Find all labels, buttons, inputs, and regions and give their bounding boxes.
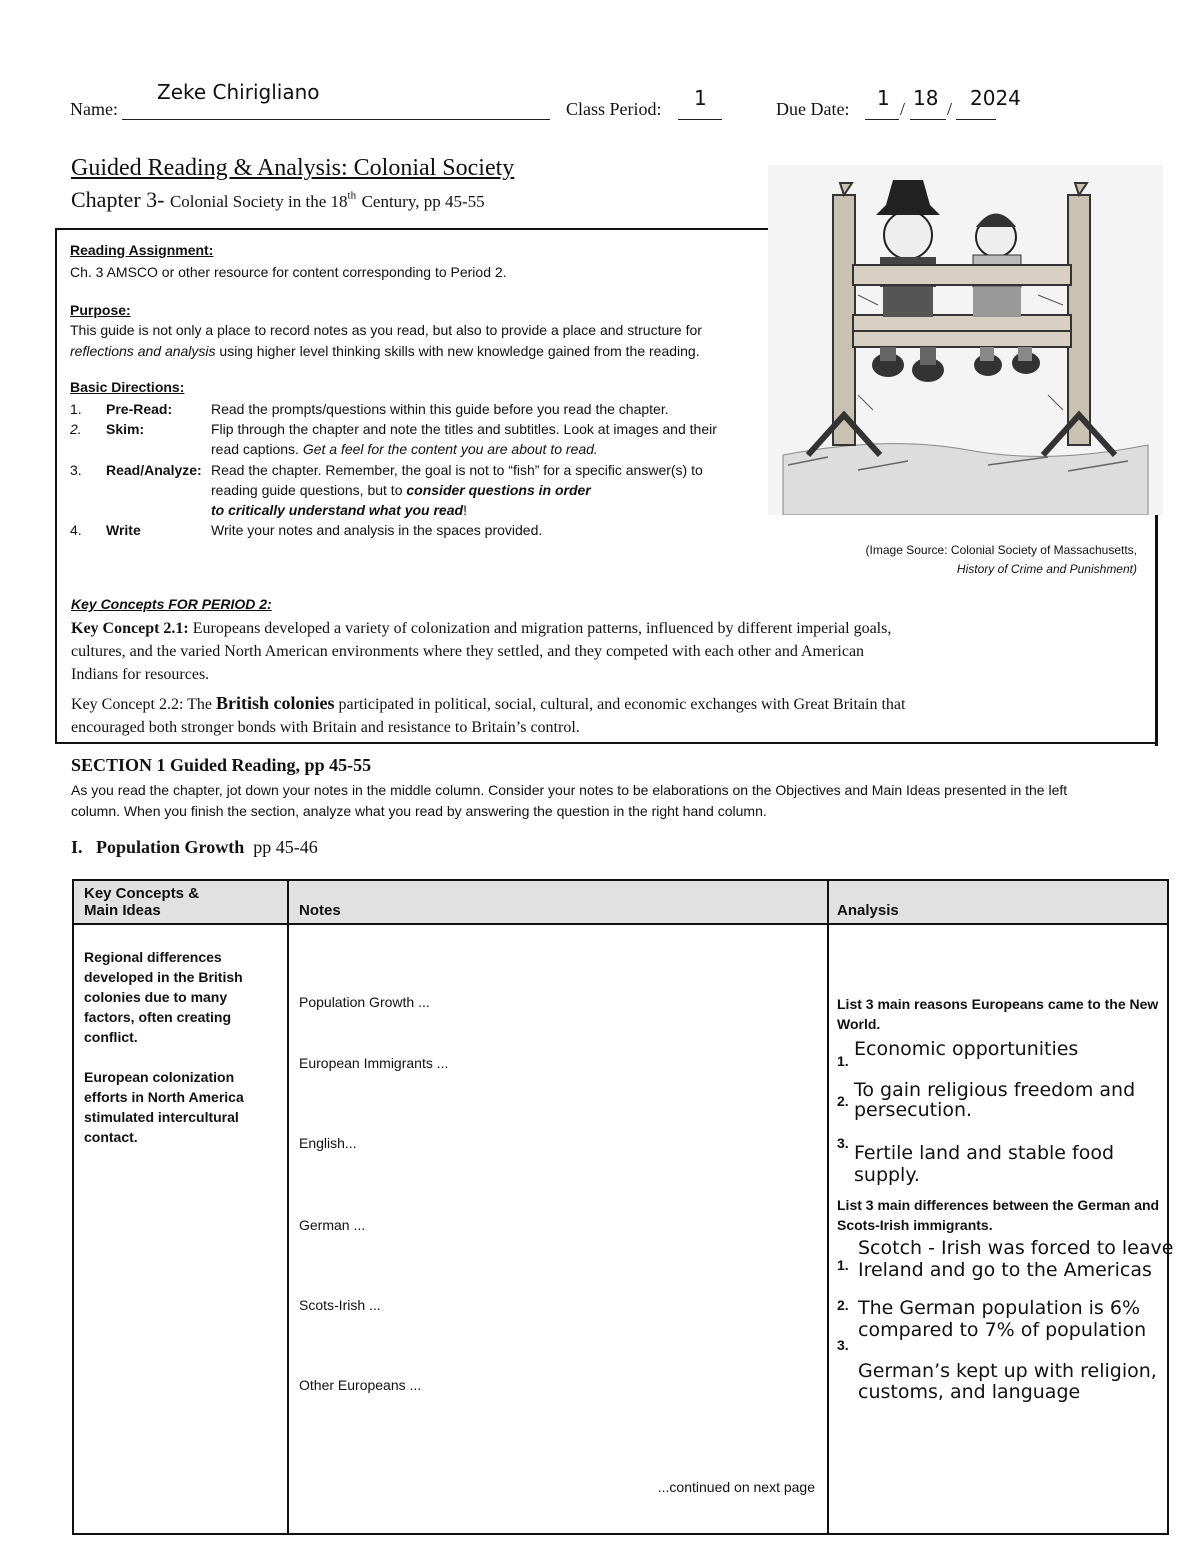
header-main-ideas: Key Concepts & Main Ideas (73, 880, 288, 924)
reading-assignment-text: Ch. 3 AMSCO or other resource for content corresponding to Period 2. (70, 264, 507, 280)
main-ideas-cell (73, 924, 288, 1534)
chapter-title: Chapter 3- Colonial Society in the 18th Century, pp 45-55 (71, 187, 485, 212)
direction-term: Write (106, 522, 141, 538)
answer-num: 2. (837, 1093, 849, 1109)
topic-heading: I. Population Growth pp 45-46 (71, 837, 318, 857)
due-month-value: 1 (877, 86, 890, 110)
section-1-heading: SECTION 1 Guided Reading, pp 45-55 (71, 755, 372, 775)
direction-text: Write your notes and analysis in the spaces provided. (211, 522, 543, 538)
direction-text-3: to critically understand what you read! (211, 502, 467, 518)
notes-table (72, 879, 1174, 1535)
main-idea: Regional differences developed in the British colonies due to many factors, often creating conflict. (84, 949, 243, 1045)
name-value: Zeke Chirigliano (157, 80, 320, 104)
image-source-caption: (Image Source: Colonial Society of Massachusetts, History of Crime and Punishment) (865, 543, 1137, 576)
note-prompt: European Immigrants ... (299, 1055, 449, 1071)
header-analysis: Analysis (828, 880, 1168, 924)
answer-num: 2. (837, 1297, 849, 1313)
direction-text-2: read captions. Get a feel for the content you are about to read. (211, 441, 598, 457)
direction-num: 4. (70, 522, 82, 538)
purpose-heading: Purpose: (70, 302, 131, 318)
direction-num: 3. (70, 462, 82, 478)
key-concepts-heading: Key Concepts FOR PERIOD 2: (71, 596, 272, 612)
question-1: List 3 main reasons Europeans came to the New World. (837, 996, 1159, 1032)
direction-num: 2. (70, 421, 82, 437)
due-date-label: Due Date: (776, 99, 850, 119)
reading-assignment-heading: Reading Assignment: (70, 242, 214, 258)
analysis-cell[interactable] (828, 924, 1174, 1534)
direction-term: Read/Analyze: (106, 462, 202, 478)
key-concept-2-1: Key Concept 2.1: Europeans developed a variety of colonization and migration patterns, influenced by different imperial goals, cultures, and the varied North American environments where they settled, and they competed with each other and American Indians for resources. (71, 620, 892, 683)
answer-num: 3. (837, 1135, 849, 1151)
page-title: Guided Reading & Analysis: Colonial Society (71, 155, 515, 181)
key-concept-2-2: Key Concept 2.2: The British colonies participated in political, social, cultural, and economic exchanges with Great Britain that encouraged both stronger bonds with Britain and resistance to Britain’s control. (71, 693, 906, 736)
answer-2-2[interactable]: The German population is 6% compared to 7% of population (858, 1297, 1147, 1341)
class-period-value: 1 (694, 86, 707, 110)
answer-num: 1. (837, 1257, 849, 1273)
purpose-line-1: This guide is not only a place to record notes as you read, but also to provide a place and structure for (70, 322, 702, 338)
due-year-value: 2024 (970, 86, 1021, 110)
section-1-intro: As you read the chapter, jot down your notes in the middle column. Consider your notes to be elaborations on the Objectives and Main Ideas presented in the left column. When you finish the section, analyze what you read by answering the question in the right hand column. (71, 782, 1068, 819)
answer-num: 1. (837, 1053, 849, 1069)
answer-1-3[interactable]: Fertile land and stable food supply. (854, 1142, 1115, 1186)
note-prompt: English... (299, 1135, 357, 1151)
name-label: Name: (70, 99, 118, 119)
class-period-label: Class Period: (566, 99, 662, 119)
purpose-line-2: reflections and analysis using higher level thinking skills with new knowledge gained from the reading. (70, 343, 700, 359)
answer-num: 3. (837, 1337, 849, 1353)
date-slash: / (900, 99, 906, 119)
continued-note: ...continued on next page (657, 1479, 815, 1495)
note-prompt: Population Growth ... (299, 994, 430, 1010)
stocks-illustration (768, 165, 1163, 515)
main-idea: European colonization efforts in North America stimulated intercultural contact. (84, 1069, 244, 1145)
date-slash: / (947, 99, 953, 119)
note-prompt: Other Europeans ... (299, 1377, 422, 1393)
notes-cell[interactable] (288, 924, 828, 1534)
direction-term: Pre-Read: (106, 401, 173, 417)
directions-heading: Basic Directions: (70, 379, 185, 395)
question-2: List 3 main differences between the German and Scots-Irish immigrants. (837, 1197, 1160, 1233)
direction-text: Read the chapter. Remember, the goal is not to “fish” for a specific answer(s) to (211, 462, 703, 478)
direction-num: 1. (70, 401, 82, 417)
answer-1-2[interactable]: To gain religious freedom and persecution. (854, 1079, 1136, 1121)
answer-2-1[interactable]: Scotch - Irish was forced to leave Ireland and go to the Americas (858, 1237, 1174, 1281)
header-notes: Notes (288, 880, 828, 924)
answer-1-1[interactable]: Economic opportunities (854, 1038, 1079, 1060)
direction-text: Flip through the chapter and note the titles and subtitles. Look at images and their (211, 421, 717, 437)
note-prompt: Scots-Irish ... (299, 1297, 381, 1313)
direction-term: Skim: (106, 421, 145, 437)
intro-box-right-border (1155, 515, 1158, 746)
due-day-value: 18 (913, 86, 939, 110)
direction-text-2: reading guide questions, but to consider questions in order (211, 482, 591, 498)
answer-2-3[interactable]: German’s kept up with religion, customs, and language (858, 1360, 1157, 1403)
direction-text: Read the prompts/questions within this guide before you read the chapter. (211, 401, 669, 417)
note-prompt: German ... (299, 1217, 366, 1233)
